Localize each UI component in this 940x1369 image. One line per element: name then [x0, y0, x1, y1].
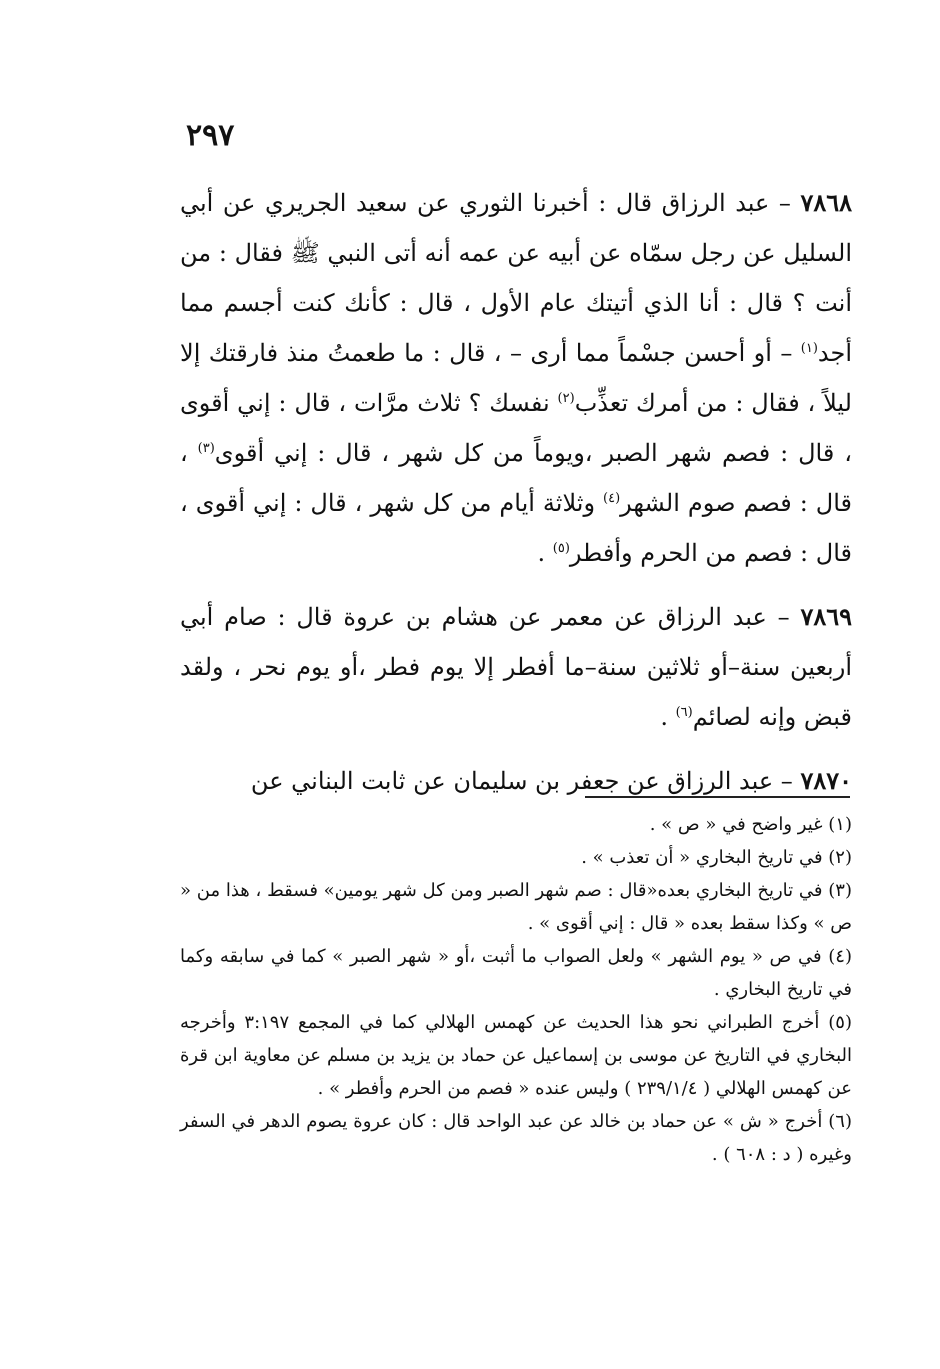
- footnote-5: (٥) أخرج الطبراني نحو هذا الحديث عن كهمس الهلالي كما في المجمع ٣:١٩٧ وأخرجه البخاري في التاريخ عن موسى بن إسماعيل عن حماد بن يزيد بن مسلم عن معاوية ابن قرة عن كهمس الهلالي ( ٢٣٩/١/٤ ) وليس عنده « فصم من الحرم وأفطر » .: [180, 1012, 852, 1099]
- footnote-1: (١) غير واضح في « ص » .: [649, 814, 852, 835]
- footnote-marker: (١): [800, 341, 818, 356]
- footnote-2: (٢) في تاريخ البخاري « أن تعذب » .: [581, 847, 852, 868]
- footnote-marker: (٦): [675, 705, 693, 720]
- footnote-marker: (٢): [557, 391, 575, 406]
- hadith-7868: [180, 178, 852, 578]
- hadith-text: – عبد الرزاق عن معمر عن هشام بن عروة قال : صام أبي أربعين سنة–أو ثلاثين سنة–ما أفطر إلا يوم فطر ،أو يوم نحر ، ولقد قبض وإنه لصائم: [180, 603, 852, 731]
- footnote-marker: (٥): [552, 541, 570, 556]
- main-text: [180, 178, 852, 820]
- footnote-marker: (٤): [603, 491, 621, 506]
- hadith-text: وثلاثة أيام من كل شهر ، قال : إني أقوى ، قال : فصم من الحرم وأفطر: [180, 489, 852, 567]
- hadith-text: – أو أحسن جسْماً مما أرى – ، قال : ما طعمتُ منذ فارقتك إلا ليلاً ، فقال : من أمرك تعذِّب: [180, 339, 852, 417]
- footnote-3: (٣) في تاريخ البخاري بعده«قال : صم شهر الصبر ومن كل شهر يومين» فسقط ، هذا من « ص » وكذا سقط بعده « قال : إني أقوى » .: [180, 880, 852, 934]
- hadith-text: – عبد الرزاق عن جعفر بن سليمان عن ثابت البناني عن: [250, 767, 801, 795]
- footnote-4: (٤) في ص « يوم الشهر » ولعل الصواب ما أثبت ،أو « شهر الصبر » كما في سابقه وكما في تاريخ البخاري .: [180, 946, 852, 1000]
- hadith-number: ٧٨٦٩: [800, 602, 852, 631]
- hadith-text: ، قال : فصم صوم الشهر: [180, 439, 852, 517]
- hadith-text: – عبد الرزاق قال : أخبرنا الثوري عن سعيد الجريري عن أبي السليل عن رجل سمّاه عن أبيه عن عمه أنه أتى النبي ﷺ فقال : من أنت ؟ قال : أنا الذي أتيتك عام الأول ، قال : كأنك كنت أجسم مما أجد: [180, 189, 852, 367]
- hadith-7870: [180, 756, 852, 806]
- footnote-marker: (٣): [197, 441, 215, 456]
- footnotes: [180, 808, 852, 1171]
- page-number: ٢٩٧: [186, 118, 235, 153]
- hadith-text: .: [537, 539, 553, 567]
- footnote-6: (٦) أخرج « ش » عن حماد بن خالد عن عبد الواحد قال : كان عروة يصوم الدهر في السفر وغيره ( د : ٦٠٨ ) .: [180, 1111, 852, 1165]
- hadith-number: ٧٨٧٠: [800, 766, 852, 795]
- hadith-text: .: [660, 703, 676, 731]
- hadith-text: نفسك ؟ ثلاث مرَّات ، قال : إني أقوى ، قال : فصم شهر الصبر ،ويوماً من كل شهر ، قال : إني أقوى: [180, 389, 852, 467]
- hadith-number: ٧٨٦٨: [800, 188, 852, 217]
- hadith-7869: [180, 592, 852, 742]
- footnote-separator: [585, 796, 850, 798]
